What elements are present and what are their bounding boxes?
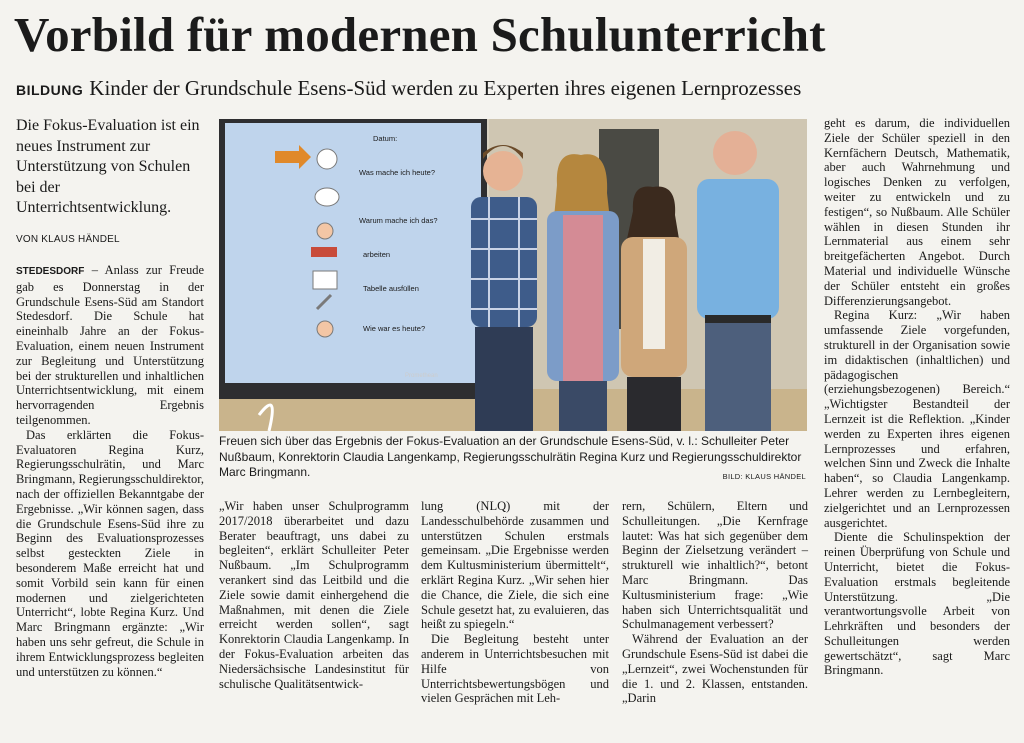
screen-text-2: Warum mache ich das? <box>359 216 438 225</box>
author-byline: VON KLAUS HÄNDEL <box>16 234 120 245</box>
paragraph: STEDESDORF – Anlass zur Freude gab es Donnerstag in der Grundschule Esens-Süd am Standort Stedesdorf. Die Schule hat eineinhalb Jahre an der Fokus-Evaluation, einem neuen Instrument zur Begleitung und Unterstützung bei der strukturellen und inhaltlichen Unterrichtsentwicklung, mit einem hervorragenden Ergebnis teilgenommen. <box>16 263 204 427</box>
paragraph: rern, Schülern, Eltern und Schulleitungen. „Die Kernfrage lautet: Was hat sich gegenüber dem Beginn der Zielsetzung verändert – strukturell wie inhaltlich?“, betont Marc Bringmann. Das Kultusministerium frage: „Wie haben sich Unterrichtsqualität und Schulmanagement verbessert? <box>622 499 808 632</box>
paragraph: Die Begleitung besteht unter anderem in Unterrichtsbesuchen mit Hilfe von Unterrichtsbewertungsbögen und vielen Gesprächen mit Leh- <box>421 632 609 706</box>
subline <box>16 74 1016 104</box>
screen-text-5: Wie war es heute? <box>363 324 426 333</box>
screen-brand: Promethean <box>405 373 438 379</box>
paragraph: „Wir haben unser Schulprogramm 2017/2018 überarbeitet und dazu Berater beauftragt, uns dabei zu begleiten“, erklärt Schulleiter Peter Nußbaum. „Im Schulprogramm verankert sind das Leitbild und die Ziele sowie damit einhergehend die Maßnahmen, mit denen die Ziele erreicht werden sollen“, sagt Konrektorin Claudia Langenkamp. In der Fokus-Evaluation arbeiten das Niedersächsische Landesinstitut für schulische Qualitätsentwick- <box>219 499 409 691</box>
screen-text-3: arbeiten <box>363 250 391 259</box>
dateline: STEDESDORF <box>16 266 85 277</box>
paragraph: Diente die Schulinspektion der reinen Überprüfung von Schule und Unterricht, bietet die Fokus-Evaluation erstmals begleitende Unterstützung. „Die verantwortungsvolle Arbeit von Lehrkräften und besonders der Schulleitungen werden gewertschätzt“, sagt Marc Bringmann. <box>824 530 1010 678</box>
photo-caption: Freuen sich über das Ergebnis der Fokus-Evaluation an der Grundschule Esens-Süd, v. l.: Schulleiter Peter Nußbaum, Konrektorin Claudia Langenkamp, Regierungsschulrätin Regina Kurz und Regierungsschuldirektor Marc Bringmann. <box>219 434 802 480</box>
paragraph: lung (NLQ) mit der Landesschulbehörde zusammen und unterstützen Schulen erstmals gemeinsam. „Die Ergebnisse werden dem Kultusministerium übermittelt“, erklärt Regina Kurz. „Wir sehen hier die Chance, die Ziele, die sich eine Schule gesetzt hat, zu evaluieren, das heißt zu spiegeln.“ <box>421 499 609 632</box>
teaser: Die Fokus-Evaluation ist ein neues Instrument zur Unterstützung von Schulen bei der Unterrichtsentwicklung. <box>16 117 200 216</box>
paragraph: geht es darum, die individuellen Ziele der Schüler speziell in den Kernfächern Deutsch, Mathematik, aber auch Wahrnehmung und logisches Denken zu verfolgen, weiter zu entwickeln und zu festigen“, so Nußbaum. Alle Schüler wählen in diesen Stunden ihr Lernmaterial aus einem sehr breitgefächerten Angebot. Durch Material und individuelle Wünsche der Schüler entsteht ein großes Differenzierungsangebot. <box>824 116 1010 308</box>
screen-text-0: Datum: <box>373 134 398 143</box>
article-column-2 <box>219 499 409 691</box>
article-column-5 <box>824 116 1010 678</box>
section-kicker: BILDUNG <box>16 82 84 98</box>
subline-text: Kinder der Grundschule Esens-Süd werden zu Experten ihres eigenen Lernprozesses <box>89 76 802 100</box>
screen-text-4: Tabelle ausfüllen <box>363 284 419 293</box>
photo-credit: BILD: KLAUS HÄNDEL <box>722 472 806 481</box>
headline: Vorbild für modernen Schulunterricht <box>14 7 826 62</box>
screen-text-1: Was mache ich heute? <box>359 168 436 177</box>
article-photo <box>219 119 807 431</box>
article-column-3 <box>421 499 609 706</box>
paragraph: Das erklärten die Fokus-Evaluatoren Regina Kurz, Regierungsschulrätin, und Marc Bringmann, Regierungsschuldirektor, nach der offiziellen Bekanntgabe der Ergebnisse. „Wir können sagen, dass die Grundschule Esens-Süd ihre zu Beginn des Evaluationsprozesses selbst gesteckten Ziele in besonderem Maße erreicht hat und somit Vorbild sein kann für einen modernen und zielgerichteten Unterricht“, lobte Regina Kurz. Und Marc Bringmann ergänzte: „Wir haben uns sehr gefreut, die Schule in ihrem Entwicklungsprozess begleiten und unterstützen zu können.“ <box>16 427 205 679</box>
paragraph: Regina Kurz: „Wir haben umfassende Ziele vorgefunden, strukturell in der Organisation sowie im didaktischen (inhaltlichen) und pädagogischen (erziehungsbezogenen) Bereich.“ „Wichtigster Bestandteil der Lernzeit ist die Reflektion. „Kinder werden zu Experten ihres eigenen Lernprozesses und erfahren, welchen Sinn und Zweck die Inhalte haben“, so Claudia Langenkamp. Lehrer werden zu Lernbegleitern, zielgerichtet und an Lernprozessen ausgerichtet. <box>824 308 1010 530</box>
article-column-1 <box>16 263 204 679</box>
paragraph: Während der Evaluation an der Grundschule Esens-Süd ist dabei die „Lernzeit“, zwei Wochenstunden für die 1. und 2. Klassen, entstanden. „Darin <box>622 632 808 706</box>
article-column-4 <box>622 499 808 706</box>
photo-illustration <box>219 119 807 431</box>
